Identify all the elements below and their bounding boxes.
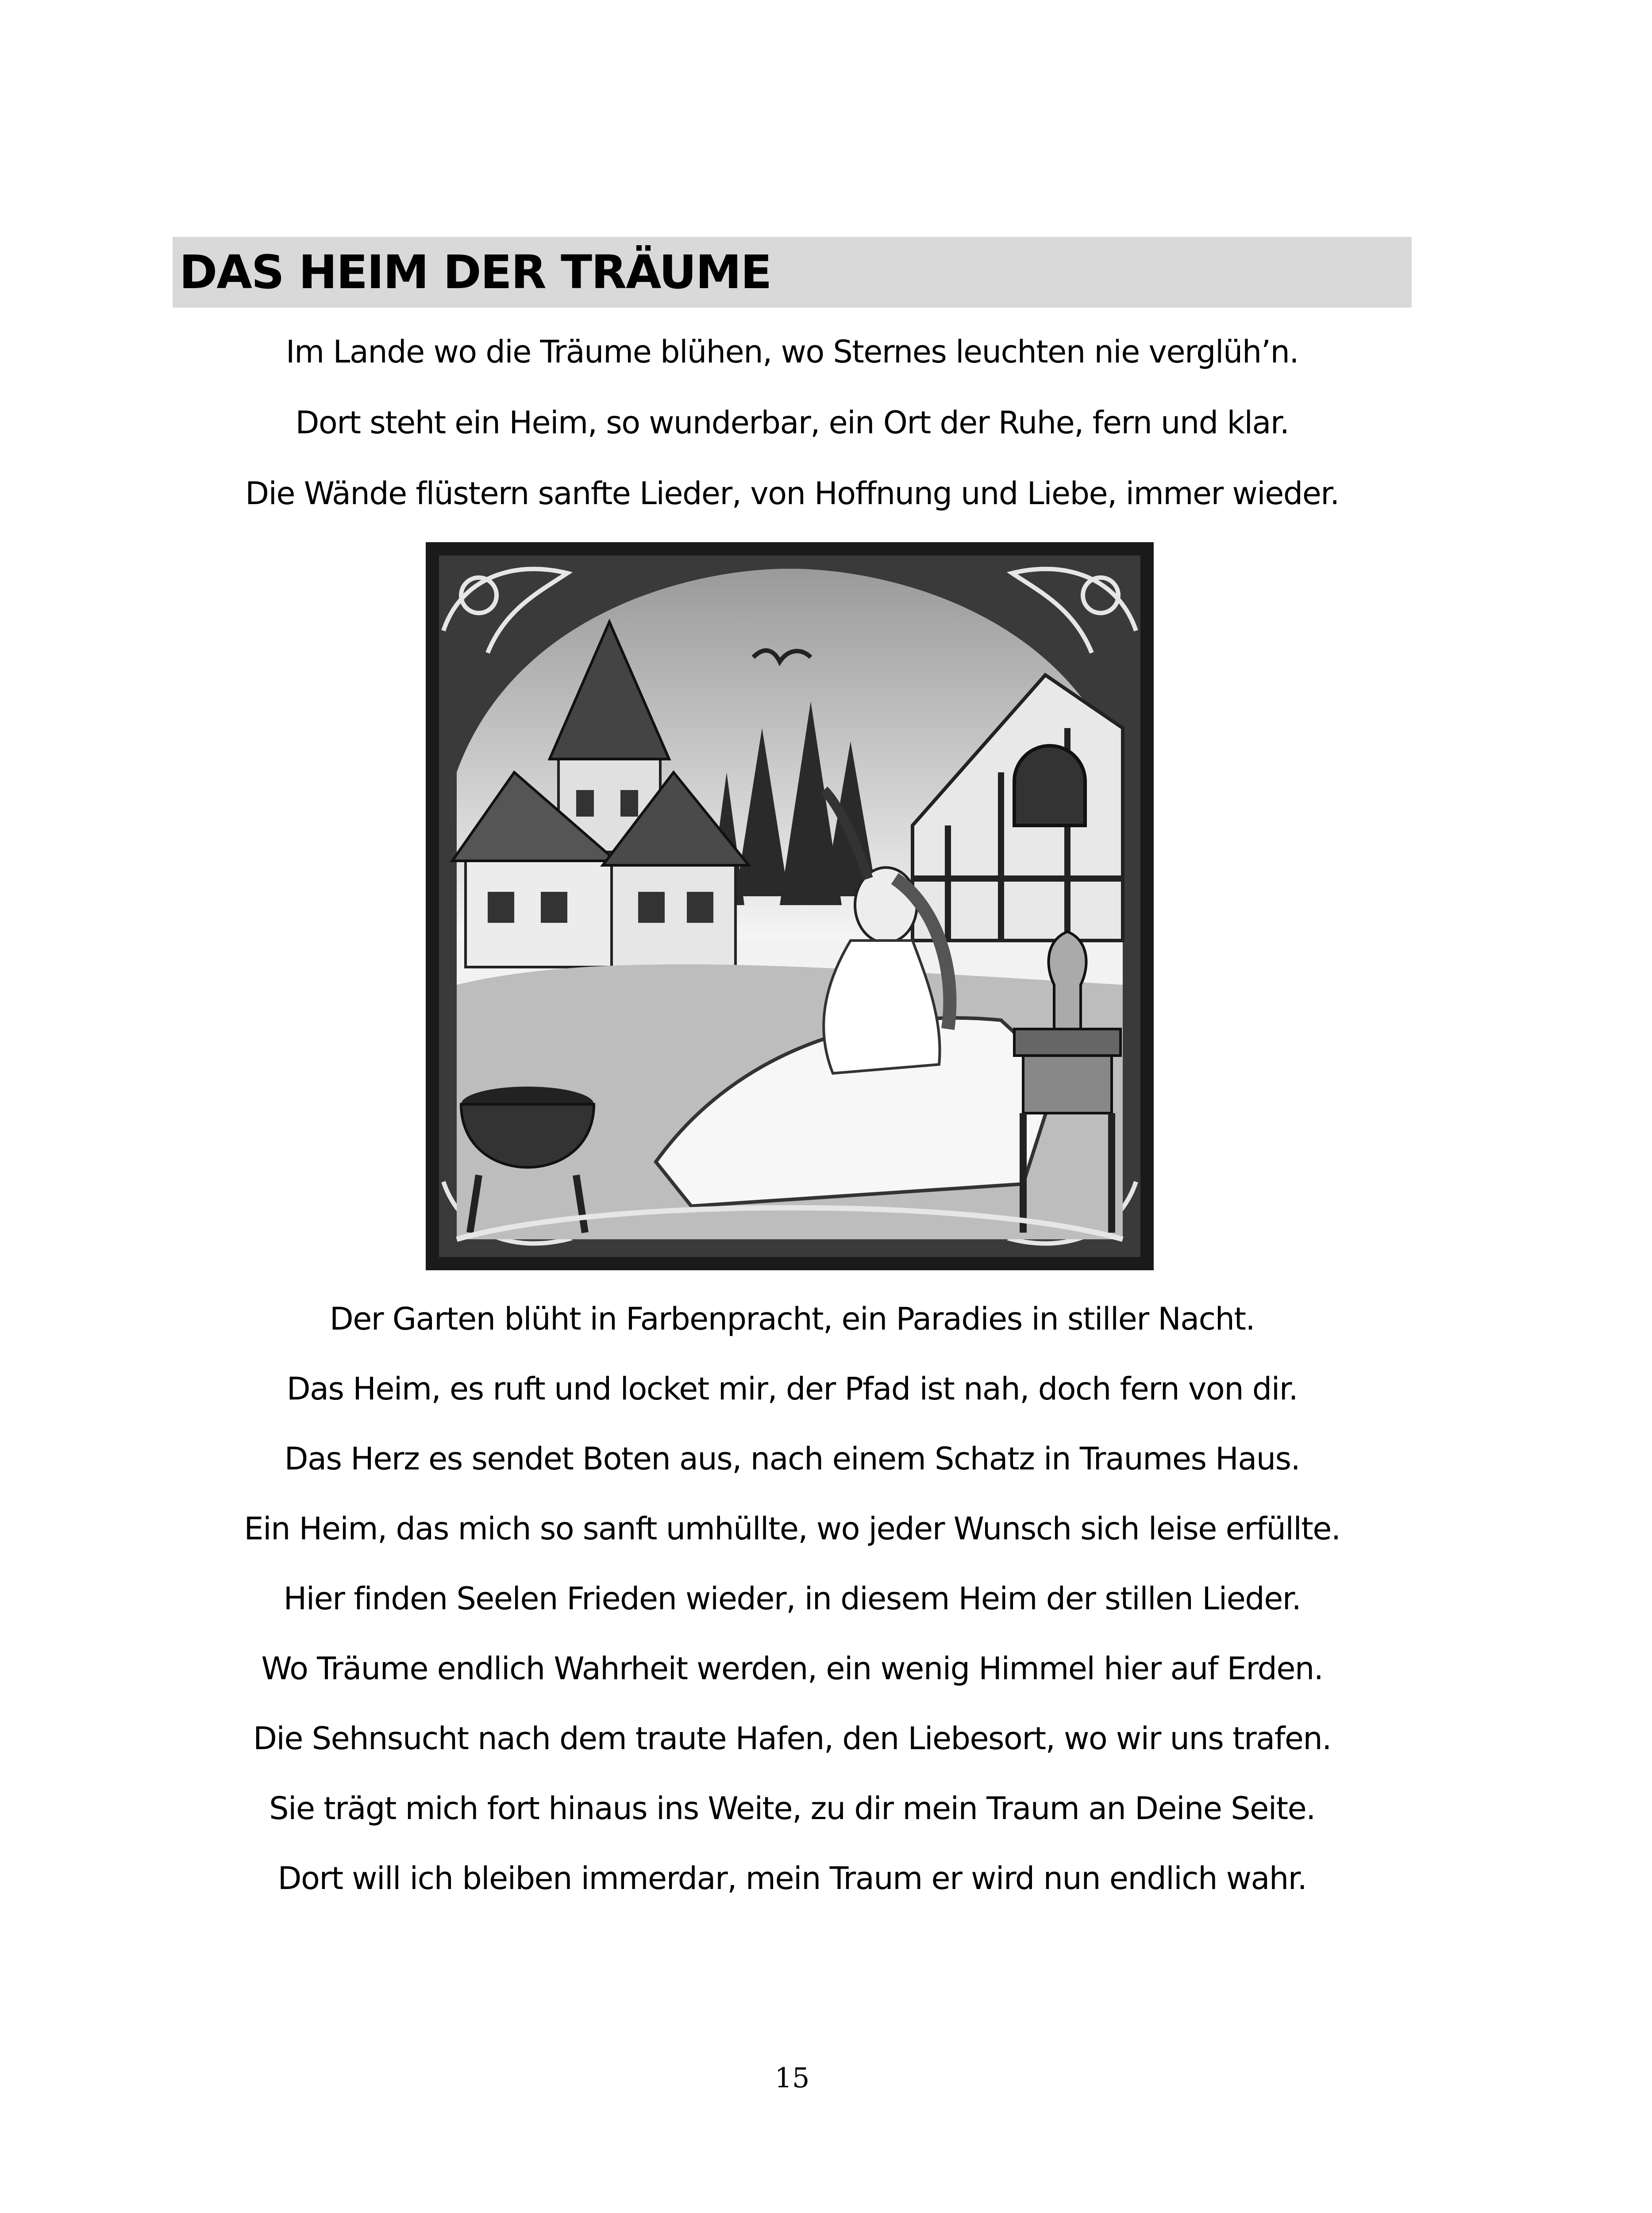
page-title: DAS HEIM DER TRÄUME: [179, 245, 771, 299]
verse-line: Dort steht ein Heim, so wunderbar, ein Ort der Ruhe, fern und klar.: [295, 405, 1289, 441]
illustration-dream-home: [426, 542, 1154, 1270]
verse-line: Dort will ich bleiben immerdar, mein Traum er wird nun endlich wahr.: [277, 1860, 1307, 1897]
page-number: 15: [774, 2062, 810, 2094]
verse-line: Die Wände flüstern sanfte Lieder, von Hoffnung und Liebe, immer wieder.: [245, 475, 1339, 512]
verse-line: Die Sehnsucht nach dem traute Hafen, den Liebesort, wo wir uns trafen.: [253, 1720, 1332, 1757]
verse-line: Der Garten blüht in Farbenpracht, ein Paradies in stiller Nacht.: [329, 1301, 1255, 1337]
verse-line: Ein Heim, das mich so sanft umhüllte, wo jeder Wunsch sich leise erfüllte.: [244, 1511, 1340, 1547]
verse-line: Das Herz es sendet Boten aus, nach einem Schatz in Traumes Haus.: [284, 1441, 1300, 1477]
verse-line: Im Lande wo die Träume blühen, wo Sternes leuchten nie verglüh’n.: [285, 334, 1299, 370]
verse-line: Hier finden Seelen Frieden wieder, in diesem Heim der stillen Lieder.: [283, 1581, 1301, 1617]
verse-line: Das Heim, es ruft und locket mir, der Pfad ist nah, doch fern von dir.: [286, 1371, 1298, 1407]
verse-line: Wo Träume endlich Wahrheit werden, ein wenig Himmel hier auf Erden.: [261, 1650, 1323, 1687]
verse-line: Sie trägt mich fort hinaus ins Weite, zu dir mein Traum an Deine Seite.: [269, 1790, 1315, 1827]
